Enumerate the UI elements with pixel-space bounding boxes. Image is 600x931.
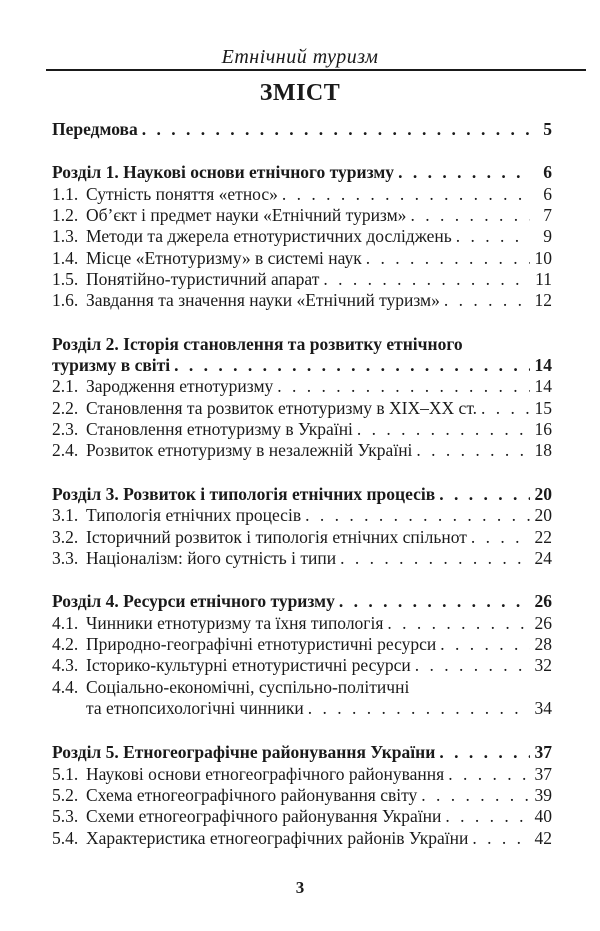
toc-entry-2-2[interactable] (52, 398, 552, 419)
toc-page-number: 5 (543, 119, 552, 139)
toc-entry-4-2[interactable] (52, 634, 552, 655)
toc-entry-number: 5.2. (52, 784, 79, 805)
dot-leader (439, 742, 530, 763)
toc-page-number: 14 (534, 376, 552, 397)
dot-leader (366, 248, 530, 269)
toc-entry-title: Націоналізм: його сутність і типи (86, 547, 337, 568)
toc-page-number: 40 (534, 806, 552, 827)
dot-leader (439, 484, 530, 505)
toc-page-number: 20 (534, 505, 552, 526)
toc-entry-4-3[interactable] (52, 655, 552, 676)
toc-page-number: 42 (534, 827, 552, 848)
toc-entry-number: 5.1. (52, 763, 79, 784)
dot-leader (445, 806, 530, 827)
toc-entry-title: Завдання та значення науки «Етнічний туризм» (86, 290, 440, 311)
toc-entry-number: 1.6. (52, 290, 79, 311)
toc-section-2-title-line1[interactable]: Розділ 2. Історія становлення та розвитку етнічного (52, 333, 463, 354)
toc-page-number: 26 (534, 612, 552, 633)
toc-entry-5-3[interactable] (52, 806, 552, 827)
toc-page-number: 34 (534, 697, 552, 718)
dot-leader (357, 419, 530, 440)
toc-entry-title: Природно-географічні етнотуристичні ресурси (86, 633, 437, 654)
toc-page-number: 14 (534, 355, 552, 376)
toc-section-5[interactable] (52, 742, 552, 763)
toc-entry-number: 2.1. (52, 376, 79, 397)
toc-section-4[interactable] (52, 591, 552, 612)
toc-entry-1-6[interactable] (52, 290, 552, 311)
toc-entry-title: Схема етногеографічного районування світу (86, 784, 418, 805)
toc-entry-1-2[interactable] (52, 205, 552, 226)
dot-leader (339, 591, 530, 612)
toc-entry-4-4[interactable] (52, 698, 552, 719)
toc-entry-title: Соціально-економічні, суспільно-політичні (86, 676, 410, 697)
toc-entry-number: 1.5. (52, 269, 79, 290)
toc-entry-2-3[interactable] (52, 419, 552, 440)
toc-section-title: Розділ 5. Етногеографічне районування України (52, 742, 436, 763)
toc-entry-4-1[interactable] (52, 613, 552, 634)
toc-entry-title: Характеристика етногеографічних районів України (86, 827, 469, 848)
dot-leader (415, 655, 530, 676)
toc-section-title: Розділ 1. Наукові основи етнічного туризму (52, 162, 395, 183)
toc-section-title: туризму в світі (52, 355, 171, 376)
toc-page-number: 32 (534, 655, 552, 676)
dot-leader (471, 527, 530, 548)
toc-entry-title: Понятійно-туристичний апарат (86, 269, 320, 290)
toc-entry-title: Чинники етнотуризму та їхня типологія (86, 612, 384, 633)
toc-entry-number: 3.1. (52, 505, 79, 526)
toc-entry-title: Наукові основи етногеографічного районування (86, 763, 445, 784)
dot-leader (340, 548, 530, 569)
toc-section-1[interactable] (52, 162, 552, 183)
dot-leader (282, 184, 530, 205)
toc-page-number: 12 (534, 290, 552, 311)
toc-entry-title: Об’єкт і предмет науки «Етнічний туризм» (86, 205, 407, 226)
dot-leader (142, 119, 530, 140)
dot-leader (456, 226, 530, 247)
dot-leader (174, 355, 530, 376)
toc-entry-number: 5.3. (52, 806, 79, 827)
toc-entry-number: 3.3. (52, 547, 79, 568)
toc-entry-2-1[interactable] (52, 376, 552, 397)
dot-leader (444, 290, 530, 311)
dot-leader (308, 698, 530, 719)
toc-entry-2-4[interactable] (52, 440, 552, 461)
toc-page-number: 10 (534, 247, 552, 268)
toc-entry-5-2[interactable] (52, 785, 552, 806)
toc-entry-title: Методи та джерела етнотуристичних досліджень (86, 226, 452, 247)
toc-entry-3-3[interactable] (52, 548, 552, 569)
toc-page-number: 15 (534, 397, 552, 418)
toc-entry-number: 4.2. (52, 633, 79, 654)
header-rule (46, 69, 586, 71)
toc-entry-title: Історичний розвиток і типологія етнічних спільнот (86, 526, 467, 547)
toc-entry-title: Типологія етнічних процесів (86, 505, 302, 526)
toc-entry-3-1[interactable] (52, 505, 552, 526)
toc-page-number: 18 (534, 440, 552, 461)
dot-leader (421, 785, 530, 806)
toc-page-number: 7 (543, 205, 552, 226)
toc-entry-1-1[interactable] (52, 184, 552, 205)
toc-entry-5-4[interactable] (52, 828, 552, 849)
dot-leader (387, 613, 530, 634)
dot-leader (416, 440, 530, 461)
toc-section-2[interactable] (52, 355, 552, 376)
toc-page-number: 24 (534, 547, 552, 568)
dot-leader (277, 376, 530, 397)
dot-leader (323, 269, 530, 290)
dot-leader (410, 205, 530, 226)
toc-page-number: 6 (543, 183, 552, 204)
toc-entry-title: Сутність поняття «етнос» (86, 183, 278, 204)
toc-entry-number: 2.3. (52, 419, 79, 440)
toc-entry-number: 1.4. (52, 247, 79, 268)
toc-entry-number: 5.4. (52, 827, 79, 848)
toc-page-number: 37 (534, 763, 552, 784)
toc-section-title: Розділ 4. Ресурси етнічного туризму (52, 591, 335, 612)
toc-entry-title: Розвиток етнотуризму в незалежній Україні (86, 440, 413, 461)
toc-entry-3-2[interactable] (52, 527, 552, 548)
dot-leader (472, 828, 530, 849)
toc-entry-title: та етнопсихологічні чинники (86, 697, 304, 718)
toc-page-number: 37 (534, 742, 552, 763)
dot-leader (398, 162, 530, 183)
toc-entry-number: 2.4. (52, 440, 79, 461)
toc-page-number: 26 (534, 591, 552, 612)
toc-page-number: 39 (534, 784, 552, 805)
toc-entry-title: Зародження етнотуризму (86, 376, 274, 397)
toc-entry-5-1[interactable] (52, 764, 552, 785)
toc-page-number: 16 (534, 419, 552, 440)
toc-entry-preface[interactable] (52, 119, 552, 140)
dot-leader (448, 764, 530, 785)
toc-entry-number: 3.2. (52, 526, 79, 547)
running-head: Етнічний туризм (221, 46, 379, 68)
toc-entry-title: Схеми етногеографічного районування України (86, 806, 442, 827)
toc-entry-title: Історико-культурні етнотуристичні ресурси (86, 655, 411, 676)
toc-entry-title: Передмова (52, 119, 138, 139)
toc-page-number: 9 (543, 226, 552, 247)
toc-entry-title: Становлення етнотуризму в Україні (86, 419, 353, 440)
page-title: ЗМІСТ (259, 80, 341, 106)
dot-leader (305, 505, 530, 526)
toc-page-number: 28 (534, 633, 552, 654)
toc-entry-number: 1.3. (52, 226, 79, 247)
toc-entry-number: 2.2. (52, 397, 79, 418)
toc-entry-number: 1.2. (52, 205, 79, 226)
toc-entry-title: Місце «Етнотуризму» в системі наук (86, 247, 362, 268)
toc-page-number: 11 (535, 269, 552, 290)
toc-section-title: Розділ 3. Розвиток і типологія етнічних процесів (52, 483, 436, 504)
toc-page-number: 6 (543, 162, 552, 183)
toc-entry-1-4[interactable] (52, 248, 552, 269)
toc-entry-number: 4.3. (52, 655, 79, 676)
table-of-contents (52, 119, 552, 849)
toc-section-3[interactable] (52, 484, 552, 505)
page-number: 3 (295, 878, 305, 897)
dot-leader (440, 634, 530, 655)
toc-entry-4-4-line1[interactable] (52, 677, 552, 698)
toc-entry-number: 4.4. (52, 676, 79, 697)
toc-entry-1-3[interactable] (52, 226, 552, 247)
toc-entry-number: 4.1. (52, 612, 79, 633)
toc-page-number: 20 (534, 483, 552, 504)
toc-page-number: 22 (534, 526, 552, 547)
toc-entry-1-5[interactable] (52, 269, 552, 290)
toc-entry-number: 1.1. (52, 183, 79, 204)
toc-entry-title: Становлення та розвиток етнотуризму в XIX–XX ст. (86, 397, 478, 418)
dot-leader (481, 398, 530, 419)
